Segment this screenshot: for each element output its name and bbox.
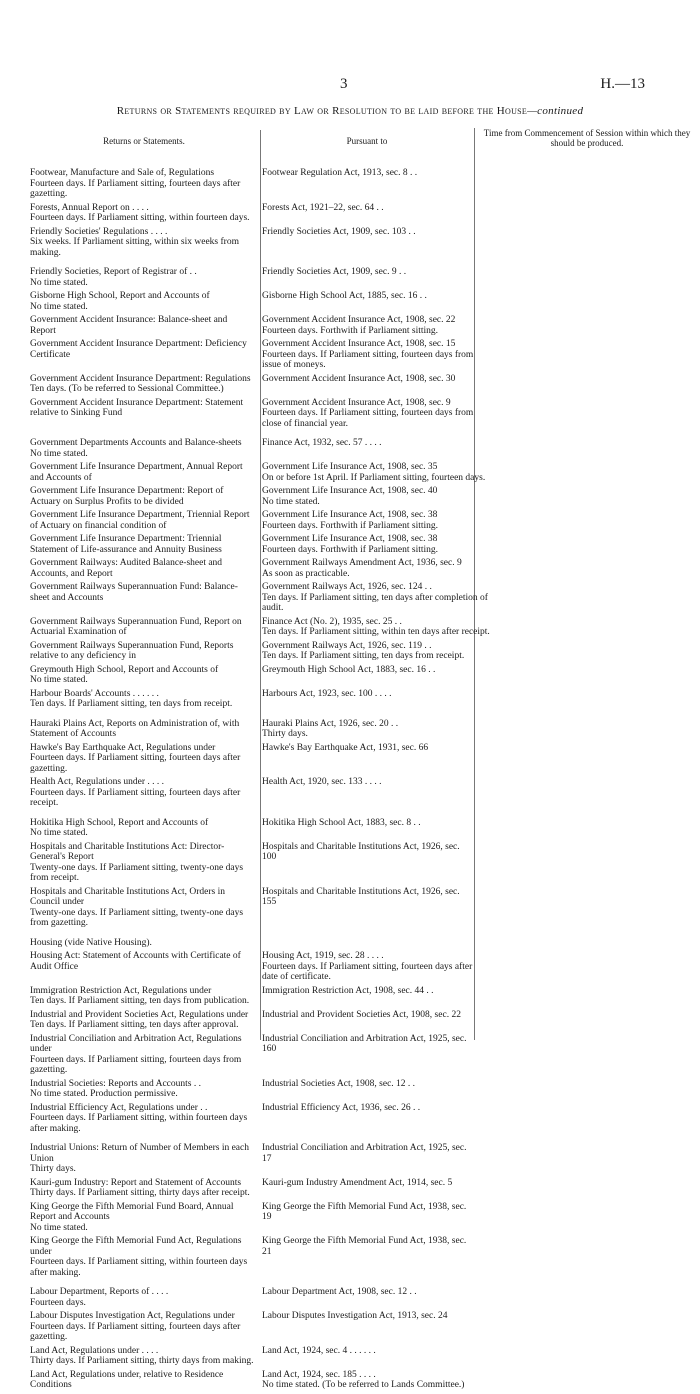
table-row: [30, 462, 690, 483]
return-name: Harbour Boards' Accounts . . . . . .: [30, 688, 159, 699]
return-name: Greymouth High School, Report and Accounts of: [30, 664, 219, 675]
time-limit: Fourteen days. If Parliament sitting, fourteen days from gazetting.: [30, 1054, 242, 1075]
time-limit: Fourteen days. If Parliament sitting, fourteen days from issue of moneys.: [262, 349, 474, 370]
statute-reference: Forests Act, 1921–22, sec. 64 . .: [262, 202, 384, 213]
table-row: [30, 1346, 690, 1367]
statute-reference: Kauri-gum Industry Amendment Act, 1914, sec. 5: [262, 1177, 453, 1188]
table-row: [30, 665, 690, 686]
statute-reference: Hospitals and Charitable Institutions Act, 1926, sec. 155: [262, 886, 460, 907]
return-name: Government Railways Superannuation Fund: Balance-sheet and Accounts: [30, 582, 238, 603]
return-name: King George the Fifth Memorial Fund Board, Annual Report and Accounts: [30, 1201, 234, 1222]
table-row: [30, 818, 690, 839]
return-name: Hauraki Plains Act, Reports on Administration of, with Statement of Accounts: [30, 718, 240, 739]
return-name: Industrial Conciliation and Arbitration Act, Regulations under: [30, 1033, 242, 1054]
time-limit: Ten days. If Parliament sitting, ten days from receipt.: [30, 699, 233, 709]
time-limit: As soon as practicable.: [262, 568, 350, 579]
table-row: [30, 719, 690, 740]
table-row: [30, 689, 690, 710]
table-row: [30, 986, 690, 1007]
table-row: [30, 582, 690, 614]
table-row: [30, 617, 690, 638]
table-row: [30, 641, 690, 662]
time-limit: No time stated.: [262, 496, 320, 507]
table-row: [30, 1370, 690, 1391]
table-row: [30, 951, 690, 983]
table-row: [30, 1103, 690, 1135]
return-name: Immigration Restriction Act, Regulations under: [30, 985, 212, 996]
table-row: [30, 1079, 690, 1100]
table-row: [30, 887, 690, 929]
table-row: [30, 743, 690, 775]
statute-reference: Government Life Insurance Act, 1908, sec. 40: [262, 486, 438, 496]
statute-reference: Industrial Efficiency Act, 1936, sec. 26 . .: [262, 1102, 421, 1113]
return-name: Hokitika High School, Report and Accounts of: [30, 817, 209, 828]
paper-reference: H.—13: [600, 76, 645, 92]
statute-reference: Government Life Insurance Act, 1908, sec. 35: [262, 462, 438, 472]
statute-reference: Finance Act, 1932, sec. 57 . . . .: [262, 438, 382, 448]
return-name: Housing (vide Native Housing).: [30, 937, 152, 948]
table-row: [30, 1178, 690, 1199]
table-row: [30, 777, 690, 809]
statute-reference: Government Accident Insurance Act, 1908, sec. 9: [262, 397, 451, 408]
statute-reference: Land Act, 1924, sec. 185 . . . .: [262, 1369, 376, 1380]
time-limit: Fourteen days. Forthwith if Parliament sitting.: [262, 544, 438, 555]
table-row: [30, 1202, 690, 1234]
time-limit: Fourteen days. Forthwith if Parliament sitting.: [262, 520, 438, 531]
time-limit: Ten days. If Parliament sitting, ten days after approval.: [30, 1020, 239, 1030]
return-name: Hawke's Bay Earthquake Act, Regulations under: [30, 742, 216, 753]
time-limit: Ten days. (To be referred to Sessional Committee.): [30, 384, 224, 394]
return-name: Government Accident Insurance: Balance-sheet and Report: [30, 315, 228, 336]
time-limit: Thirty days.: [262, 729, 308, 739]
statute-reference: Hokitika High School Act, 1883, sec. 8 . .: [262, 817, 421, 828]
time-limit: On or before 1st April. If Parliament sitting, fourteen days.: [262, 472, 486, 483]
statute-reference: Government Railways Amendment Act, 1936, sec. 9: [262, 558, 462, 568]
time-limit: No time stated.: [30, 1222, 88, 1233]
statute-reference: Government Railways Act, 1926, sec. 124 . .: [262, 582, 432, 592]
time-limit: Fourteen days. If Parliament sitting, within fourteen days after making.: [30, 1113, 248, 1134]
return-name: Friendly Societies' Regulations . . . .: [30, 226, 168, 237]
title-continued: —continued: [527, 105, 584, 117]
time-limit: Twenty-one days. If Parliament sitting, twenty-one days from receipt.: [30, 862, 244, 883]
return-name: Government Departments Accounts and Balance-sheets: [30, 438, 242, 448]
time-limit: Twenty-one days. If Parliament sitting, twenty-one days from gazetting.: [30, 907, 244, 928]
return-name: Government Accident Insurance Department: Regulations: [30, 373, 251, 384]
return-name: Gisborne High School, Report and Accounts of: [30, 291, 210, 301]
statute-reference: Government Accident Insurance Act, 1908, sec. 15: [262, 339, 456, 349]
statute-reference: Government Life Insurance Act, 1908, sec. 38: [262, 534, 438, 544]
statute-reference: Government Railways Act, 1926, sec. 119 . .: [262, 640, 432, 651]
statute-reference: Government Life Insurance Act, 1908, sec. 38: [262, 510, 438, 520]
return-name: Kauri-gum Industry: Report and Statement of Accounts: [30, 1177, 242, 1188]
column-header-returns: Returns or Statements.: [103, 136, 185, 146]
statute-reference: Industrial Societies Act, 1908, sec. 12 . .: [262, 1078, 416, 1089]
return-name: Health Act, Regulations under . . . .: [30, 777, 165, 787]
time-limit: Thirty days. If Parliament sitting, thirty days from making.: [30, 1356, 254, 1366]
table-row: [30, 339, 690, 371]
statute-reference: Health Act, 1920, sec. 133 . . . .: [262, 777, 382, 787]
table-row: [30, 438, 690, 459]
table-row: [30, 1143, 690, 1175]
table-row: [30, 486, 690, 507]
time-limit: No time stated.: [30, 301, 88, 312]
time-limit: Fourteen days. Forthwith if Parliament sitting.: [262, 325, 438, 336]
table-row: [30, 168, 690, 200]
return-name: Government Life Insurance Department, Triennial Report of Actuary on financial condition of: [30, 510, 250, 531]
return-name: Government Accident Insurance Department: Statement relative to Sinking Fund: [30, 397, 244, 418]
column-header-pursuant: Pursuant to: [346, 136, 388, 146]
return-name: King George the Fifth Memorial Fund Act, Regulations under: [30, 1236, 242, 1257]
table-row: [30, 938, 690, 949]
table-row: [30, 1311, 690, 1343]
time-limit: Fourteen days. If Parliament sitting, fourteen days after date of certificate.: [262, 961, 473, 982]
time-limit: Ten days. If Parliament sitting, ten days from publication.: [30, 996, 250, 1006]
time-limit: Fourteen days. If Parliament sitting, fourteen days after gazetting.: [30, 753, 241, 774]
statute-reference: Footwear Regulation Act, 1913, sec. 8 . .: [262, 168, 418, 178]
return-name: Government Life Insurance Department, Annual Report and Accounts of: [30, 462, 243, 483]
return-name: Government Railways: Audited Balance-sheet and Accounts, and Report: [30, 558, 223, 579]
time-limit: No time stated.: [30, 828, 88, 838]
table-row: [30, 1010, 690, 1031]
return-name: Government Railways Superannuation Fund, Reports relative to any deficiency in: [30, 640, 234, 661]
return-name: Industrial Societies: Reports and Accounts . .: [30, 1078, 201, 1089]
statute-reference: Labour Disputes Investigation Act, 1913, sec. 24: [262, 1311, 448, 1321]
title-text: Returns or Statements required by Law or Resolution to be laid before the House: [116, 105, 528, 117]
return-name: Industrial and Provident Societies Act, Regulations under: [30, 1009, 249, 1020]
table-row: [30, 1034, 690, 1076]
table-row: [30, 1287, 690, 1308]
statute-reference: Gisborne High School Act, 1885, sec. 16 . .: [262, 291, 427, 301]
page-title: [20, 105, 680, 117]
table-row: [30, 291, 690, 312]
time-limit: Six weeks. If Parliament sitting, within six weeks from making.: [30, 237, 239, 258]
return-name: Industrial Unions: Return of Number of Members in each Union: [30, 1143, 249, 1164]
table-row: [30, 510, 690, 531]
page-number: 3: [340, 76, 348, 92]
return-name: Land Act, Regulations under, relative to Residence Conditions: [30, 1369, 224, 1390]
table-row: [30, 842, 690, 884]
return-name: Government Life Insurance Department: Report of Actuary on Surplus Profits to be divided: [30, 486, 224, 507]
return-name: Labour Department, Reports of . . . .: [30, 1287, 169, 1297]
page-header: [0, 76, 700, 96]
time-limit: Fourteen days. If Parliament sitting, within fourteen days.: [30, 213, 250, 223]
time-limit: Fourteen days. If Parliament sitting, fourteen days after receipt.: [30, 787, 241, 808]
table-row: [30, 1236, 690, 1278]
return-name: Hospitals and Charitable Institutions Act: Director-General's Report: [30, 841, 225, 862]
statute-reference: Government Accident Insurance Act, 1908, sec. 22: [262, 315, 456, 325]
table-row: [30, 534, 690, 555]
time-limit: No time stated. (To be referred to Lands Committee.): [262, 1380, 465, 1390]
time-limit: No time stated.: [30, 277, 88, 288]
time-limit: Fourteen days. If Parliament sitting, within fourteen days after making.: [30, 1257, 248, 1278]
table-row: [30, 203, 690, 224]
statute-reference: Greymouth High School Act, 1883, sec. 16 . .: [262, 664, 436, 675]
statute-reference: King George the Fifth Memorial Fund Act, 1938, sec. 21: [262, 1236, 467, 1257]
table-row: [30, 398, 690, 430]
statute-reference: Hospitals and Charitable Institutions Act, 1926, sec. 100: [262, 841, 460, 862]
table-row: [30, 227, 690, 259]
return-name: Footwear, Manufacture and Sale of, Regulations: [30, 168, 215, 178]
table-row: [30, 374, 690, 395]
time-limit: No time stated. Production permissive.: [30, 1089, 178, 1099]
column-headers: [30, 128, 690, 158]
time-limit: No time stated.: [30, 448, 88, 459]
table-row: [30, 267, 690, 288]
time-limit: Ten days. If Parliament sitting, ten days after completion of audit.: [262, 592, 488, 613]
column-header-time: Time from Commencement of Session within which they should be produced.: [483, 128, 691, 148]
time-limit: Fourteen days. If Parliament sitting, fourteen days from close of financial year.: [262, 408, 474, 429]
time-limit: Ten days. If Parliament sitting, within ten days after receipt.: [262, 627, 490, 637]
statute-reference: Immigration Restriction Act, 1908, sec. 44 . .: [262, 985, 434, 996]
statute-reference: Labour Department Act, 1908, sec. 12 . .: [262, 1287, 417, 1297]
table-row: [30, 315, 690, 336]
statute-reference: Hauraki Plains Act, 1926, sec. 20 . .: [262, 718, 399, 729]
time-limit: Thirty days.: [30, 1164, 76, 1174]
time-limit: No time stated.: [30, 675, 88, 685]
statute-reference: Friendly Societies Act, 1909, sec. 103 . .: [262, 226, 416, 237]
return-name: Hospitals and Charitable Institutions Act, Orders in Council under: [30, 886, 225, 907]
time-limit: Fourteen days. If Parliament sitting, fourteen days after gazetting.: [30, 178, 241, 199]
statute-reference: Industrial Conciliation and Arbitration Act, 1925, sec. 160: [262, 1033, 467, 1054]
return-name: Government Life Insurance Department: Triennial Statement of Life-assurance and Annuity Business: [30, 534, 222, 555]
table-row: [30, 558, 690, 579]
return-name: Government Accident Insurance Department: Deficiency Certificate: [30, 339, 247, 360]
return-name: Labour Disputes Investigation Act, Regulations under: [30, 1311, 235, 1321]
statute-reference: Harbours Act, 1923, sec. 100 . . . .: [262, 688, 392, 699]
statute-reference: Finance Act (No. 2), 1935, sec. 25 . .: [262, 616, 402, 627]
time-limit: Thirty days. If Parliament sitting, thirty days after receipt.: [30, 1188, 250, 1198]
statute-reference: Friendly Societies Act, 1909, sec. 9 . .: [262, 267, 407, 277]
return-name: Friendly Societies, Report of Registrar of . .: [30, 267, 197, 277]
return-name: Housing Act: Statement of Accounts with Certificate of Audit Office: [30, 951, 241, 972]
statute-reference: Industrial and Provident Societies Act, 1908, sec. 22: [262, 1009, 461, 1020]
return-name: Forests, Annual Report on . . . .: [30, 202, 149, 213]
time-limit: Fourteen days. If Parliament sitting, fourteen days after gazetting.: [30, 1321, 241, 1342]
statute-reference: Land Act, 1924, sec. 4 . . . . . .: [262, 1345, 376, 1356]
return-name: Land Act, Regulations under . . . .: [30, 1345, 159, 1356]
statute-reference: Government Accident Insurance Act, 1908, sec. 30: [262, 373, 456, 384]
return-name: Industrial Efficiency Act, Regulations under . .: [30, 1102, 208, 1113]
statute-reference: Industrial Conciliation and Arbitration Act, 1925, sec. 17: [262, 1143, 467, 1164]
time-limit: Fourteen days.: [30, 1297, 86, 1308]
statute-reference: King George the Fifth Memorial Fund Act, 1938, sec. 19: [262, 1201, 467, 1222]
returns-table: [30, 168, 690, 1394]
statute-reference: Hawke's Bay Earthquake Act, 1931, sec. 66: [262, 742, 429, 753]
return-name: Government Railways Superannuation Fund, Report on Actuarial Examination of: [30, 616, 242, 637]
statute-reference: Housing Act, 1919, sec. 28 . . . .: [262, 951, 384, 961]
time-limit: Ten days. If Parliament sitting, ten days from receipt.: [262, 651, 465, 661]
